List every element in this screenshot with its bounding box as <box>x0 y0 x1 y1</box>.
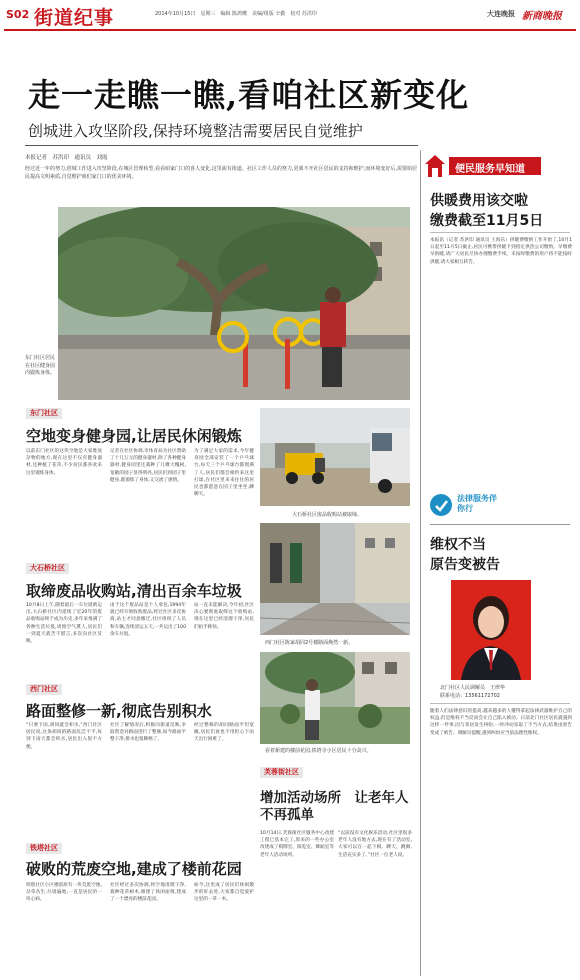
story-tag: 东门社区 <box>26 408 62 419</box>
story-column: 以前东门社区的这块空地是大家堆放杂物的地方,现在这里不仅有健身器材,还种植了花草,不少居民都喜欢来这里锻炼身体。 <box>26 449 102 476</box>
park-fitness-scene <box>58 207 410 400</box>
story-column: 社区经过多次协调,将空地清理干净,栽种花草树木,修建了休闲座椅,建成了一个漂亮的楼前花园。 <box>110 883 186 903</box>
story-tag: 大石桥社区 <box>26 563 69 574</box>
masthead-meta: 2014年10月15日 星期三 编辑 陈鸿鹰 美编/组版 辛勤 校对 苏洪印 <box>155 11 317 17</box>
main-headline: 走一走瞧一瞧,看咱社区新变化 <box>28 76 470 114</box>
story-column: “只要下雨,胡同就会积水,”西门社区居民说,这条胡同的路面坑洼不平,每到下雨天都会积水,居民出入很不方便。 <box>26 723 102 750</box>
main-photo-caption: 东门社区居民在社区健身园内锻炼身体。 <box>25 355 56 376</box>
story-column: 记者在社区协调,市体育局为社区赞助了十几万元的健身器材,除了各种健身器材,健身园里还栽种了几棵大槐树,宽敞的园子显得明亮,居民们到园子里健身,既锻炼了身体,又交流了感情。 <box>110 449 186 483</box>
lawyer-portrait <box>451 580 531 680</box>
photo-garden <box>260 652 410 744</box>
lawyer-caption: 北门社区人民调解员 王律华 <box>440 685 506 691</box>
photo-alley-road <box>260 523 410 635</box>
headline-rule <box>25 145 418 146</box>
legal-rule <box>430 524 570 525</box>
story-tag: 铁塔社区 <box>26 843 62 854</box>
photo-caption: 看着新建的楼前花园,铁塔寺小区居民十分高兴。 <box>265 748 372 754</box>
notice-body: 本报讯（记者 苏洪印 通讯员 王海乐）供暖费缴纳工作开始了,10月1日起至11月5日截止,居民可携带供暖卡到指定供热公司缴纳。早缴费早供暖,请广大居民尽快办理缴费手续。未按时缴费的用户将不能按时供暖,请大家相互转告。 <box>430 238 572 265</box>
page-number: S02 <box>6 8 30 21</box>
newspaper-logo: 新商晚报 <box>522 11 562 22</box>
story-title: 路面整修一新,彻底告别积水 <box>26 702 212 720</box>
main-lead: 经过近一年的努力,创城工作进入攻坚阶段,在城区管理转型,看看咱家门口的喜人变化,这里面有街道、社区工作人员的努力,更离不开社区居民的支持和维护,而环境变好后,需要咱居民提高文明素质,自觉维护咱们家门口的优美环境。 <box>25 166 417 180</box>
legal-body-rule <box>430 703 570 704</box>
legal-badge-icon <box>430 494 452 516</box>
story-tag: 芙蓉街社区 <box>260 767 303 778</box>
masthead <box>0 0 580 32</box>
legal-body: 随着人们法律意识的提高,越来越多的人懂得拿起法律武器维护自己的权益,但是维权不当反而会让自己陷入被动。日前北门社区居民就遇到这样一件事,因与邻居发生纠纷,一时冲动采取了不当方式,结果由原告变成了被告。调解员提醒,遇到纠纷应当依法理性维权。 <box>430 709 572 736</box>
story-column: 社区了解情况后,积极向街道反映,争取资金对路面进行了整修,如今路面平整干净,排水也很顺畅了。 <box>110 723 186 743</box>
legal-headline-2: 原告变被告 <box>430 557 500 573</box>
story-tag: 西门社区 <box>26 684 62 695</box>
story-column: 为了满足大家的需求,今年健身园全部安装了一个乒乓球台,每天三个乒乓球台都围满了人,居民们都会相约来这里打球,在社区里来来往往的居民也都愿意在园子里坐坐,聊聊天。 <box>194 449 254 498</box>
story-title: 空地变身健身园,让居民休闲锻炼 <box>26 427 242 445</box>
notice-headline-1: 供暖费用该交啦 <box>430 193 528 209</box>
story-title: 增加活动场所 让老年人不再孤单 <box>260 790 409 823</box>
story-column: 如今,这里成了居民们休闲散步的好去处,大家都自觉爱护这里的一草一木。 <box>194 883 254 903</box>
legal-headline-1: 维权不当 <box>430 537 486 553</box>
story-column: 经过整修的胡同路面平坦宽敞,居民们再也不用担心下雨天出行困难了。 <box>194 723 254 743</box>
section-title: 街道纪事 <box>34 7 115 29</box>
story-title: 取缔废品收购站,清出百余车垃圾 <box>26 582 242 600</box>
photo-caption: 西门社区陈家胡同2号楼路面焕然一新。 <box>265 640 354 646</box>
photo-caption: 大石桥社区废品收购站被取缔。 <box>292 512 363 518</box>
legal-column-title: 法律服务伴你行 <box>457 494 497 513</box>
story-column: 铁塔社区小区楼前原有一块荒废空地,杂草丛生,垃圾遍地,一直是居民的一块心病。 <box>26 883 102 903</box>
sidebar-column-banner <box>449 157 541 175</box>
photo-recycling-site <box>260 408 410 506</box>
house-icon <box>425 155 445 177</box>
main-photo <box>58 207 410 400</box>
notice-rule <box>430 232 570 233</box>
main-byline: 本报记者 苏洪印 通讯员 刘霞 <box>25 155 108 161</box>
story-title: 破败的荒废空地,建成了楼前花园 <box>26 860 242 878</box>
notice-headline-2: 缴费截至11月5日 <box>430 213 544 229</box>
main-subhead: 创城进入攻坚阶段,保持环境整洁需要居民自觉维护 <box>28 122 363 140</box>
legal-column-banner <box>430 492 570 520</box>
story-column: 10月14日,芙蓉街社区服务中心改建工程已基本完工,原来的一些办公室改建成了棋牌室、阅览室、舞蹈室等老年人活动场所。 <box>260 831 334 858</box>
story-column: “以前没有文化娱乐活动,社区里很多老年人没有地方去,现在有了活动室,大家可以在一起下棋、聊天、跳舞,生活充实多了。”社区一位老人说。 <box>338 831 412 858</box>
story-column: 由于这个废品站是个人承包,1994年就已经开始收购废品,经过社区多次协商,站主才同意搬迁,社区组织了人员和车辆,连续清运五天,一共运出了100余车垃圾。 <box>110 603 186 637</box>
lawyer-phone: 联系电话：13561172702 <box>440 693 500 699</box>
story-column: 站一直未能解决,今年初,社区决心要彻底取缔这个收购站,现在这里已经清理干净,居民们拍手称快。 <box>194 603 254 630</box>
sidebar-column-title: 便民服务早知道 <box>455 164 525 175</box>
story-column: 10月8日上午,随着最后一车垃圾被运出,大石桥社区内延续了近20年的废品收购站终于成为历史,多年来堆满了各种生活垃圾,周围空气熏人,居民们一到夏天就苦不堪言,多次向社区反映。 <box>26 603 102 645</box>
masthead-rule <box>4 29 576 31</box>
edition-name: 大连晚报 <box>487 10 515 18</box>
